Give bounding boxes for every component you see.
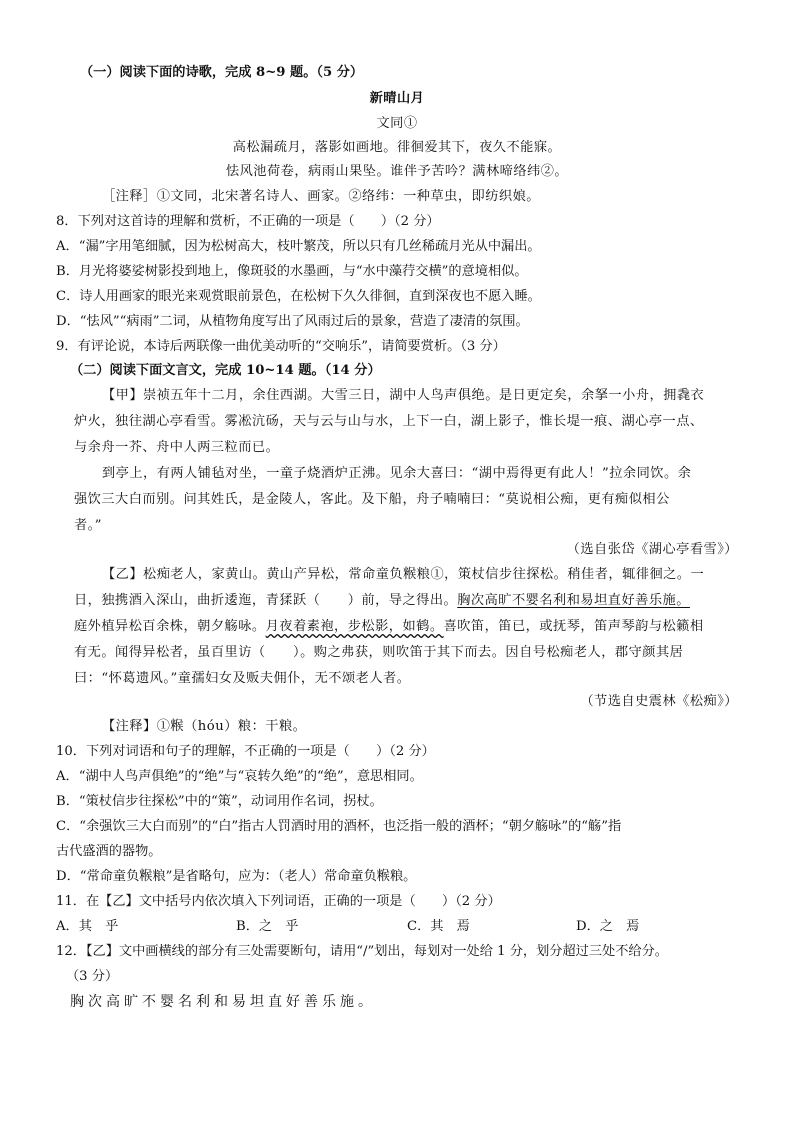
q11-option-a: A．其 乎 [56,919,119,934]
yi-line1: 【乙】松痴老人，家黄山。黄山产异松，常命童负糇粮①，策杖信步往探松。稍佳者，辄徘徊之。一 [102,567,705,582]
q9-stem: 9．有评论说，本诗后两联像一曲优美动听的“交响乐”，请简要赏析。（3 分） [56,339,506,354]
q11-option-d: D．之 焉 [576,919,640,934]
jia-p2-line3: 者。” [74,518,103,533]
section1-header: （一）阅读下面的诗歌，完成 8~9 题。（5 分） [80,65,364,80]
yi-source: （节选自史震林《松痴》） [580,694,738,709]
jia-p2-line1: 到亭上，有两人铺毡对坐，一童子烧酒炉正沸。见余大喜曰：“湖中焉得更有此人！”拉余同饮。余 [102,466,692,481]
yi-line3-text: 庭外植异松百余株，朝夕觞咏。 [74,619,266,634]
q8-stem: 8．下列对这首诗的理解和赏析，不正确的一项是（ ）（2 分） [56,214,440,229]
q11-stem: 11．在【乙】文中括号内依次填入下列词语，正确的一项是（ ）（2 分） [56,894,501,909]
yi-wavy-underlined-sentence: 月夜着素袍，步松影，如鹤。 [265,619,444,634]
q11-option-b: B．之 乎 [236,919,299,934]
q11-option-c: C．其 焉 [407,919,470,934]
jia-p1-line2: 炉火，独往湖心亭看雪。雾凇沆砀，天与云与山与水，上下一白，湖上影子，惟长堤一痕、湖心亭一点、 [74,414,704,429]
yi-line4: 有无。闻得异松者，虽百里访（ ）。购之弗获，则吹笛于其下而去。因自号松痴老人，郡守颜其居 [74,645,684,660]
section2-header: （二）阅读下面文言文，完成 10~14 题。（14 分） [70,363,381,378]
poem-title: 新晴山月 [369,91,425,106]
yi-note: 【注释】①糇（hóu）粮：干粮。 [102,719,307,734]
yi-line3-tail: 喜吹笛，笛已，或抚琴，笛声琴韵与松籁相 [443,619,704,634]
q10-option-a: A．“湖中人鸟声俱绝”的“绝”与“哀转久绝”的“绝”，意思相同。 [56,769,423,784]
jia-p1-line1: 【甲】崇祯五年十二月，余住西湖。大雪三日，湖中人鸟声俱绝。是日更定矣，余拏一小舟，拥毳衣 [102,388,705,403]
q12-points: （3 分） [66,969,119,984]
yi-line2-text: 日，独携酒入深山，曲折逶迤，青猱跃（ ）前，导之得出。 [74,593,458,608]
jia-p1-line3: 与余舟一芥、舟中人两三粒而已。 [74,440,280,455]
yi-line2 [74,592,690,610]
q12-stem: 12．【乙】文中画横线的部分有三处需要断句，请用“/”划出，每划对一处给 1 分，划分超过三处不给分。 [56,944,668,959]
yi-line3 [74,618,704,636]
q10-option-b: B．“策杖信步往探松”中的“策”，动词用作名词，拐杖。 [56,794,383,809]
q10-option-c-line1: C．“余强饮三大白而别”的“白”指古人罚酒时用的酒杯，也泛指一般的酒杯；“朝夕觞咏”的“觞”指 [56,819,622,834]
q8-option-a: A．“漏”字用笔细腻，因为松树高大，枝叶繁茂，所以只有几丝稀疏月光从中漏出。 [56,239,541,254]
poem-note: ［注释］①文同，北宋著名诗人、画家。②络纬：一种草虫，即纺织娘。 [102,189,540,204]
q12-sentence: 胸次高旷不婴名利和易坦直好善乐施。 [70,994,376,1010]
jia-p2-line2: 强饮三大白而别。问其姓氏，是金陵人，客此。及下船，舟子喃喃曰：“莫说相公痴，更有痴似相公 [74,492,670,507]
q10-option-d: D．“常命童负糇粮”是省略句，应为：（老人）常命童负糇粮。 [56,869,417,884]
yi-underlined-sentence: 胸次高旷不婴名利和易坦直好善乐施。 [457,593,690,608]
q8-option-b: B．月光将婆娑树影投到地上，像斑驳的水墨画，与“水中藻荇交横”的意境相似。 [56,264,528,279]
yi-line5: 曰：“怀葛遗风。”童孺妇女及贩夫佣仆，无不颂老人者。 [74,671,411,686]
poem-line-2: 怯风池荷卷，病雨山果坠。谁伴予苦吟？满林啼络纬②。 [225,164,569,179]
q8-option-c: C．诗人用画家的眼光来观赏眼前景色，在松树下久久徘徊，直到深夜也不愿入睡。 [56,289,541,304]
q10-option-c-line2: 古代盛酒的器物。 [56,844,162,859]
poem-line-1: 高松漏疏月，落影如画地。徘徊爱其下，夜久不能寐。 [232,140,562,155]
jia-source: （选自张岱《湖心亭看雪》） [566,542,738,557]
poem-author: 文同① [376,116,418,131]
q10-stem: 10．下列对词语和句子的理解，不正确的一项是（ ）（2 分） [56,744,435,759]
q8-option-d: D．“怯风”“病雨”二词，从植物角度写出了风雨过后的景象，营造了凄清的氛围。 [56,314,529,329]
